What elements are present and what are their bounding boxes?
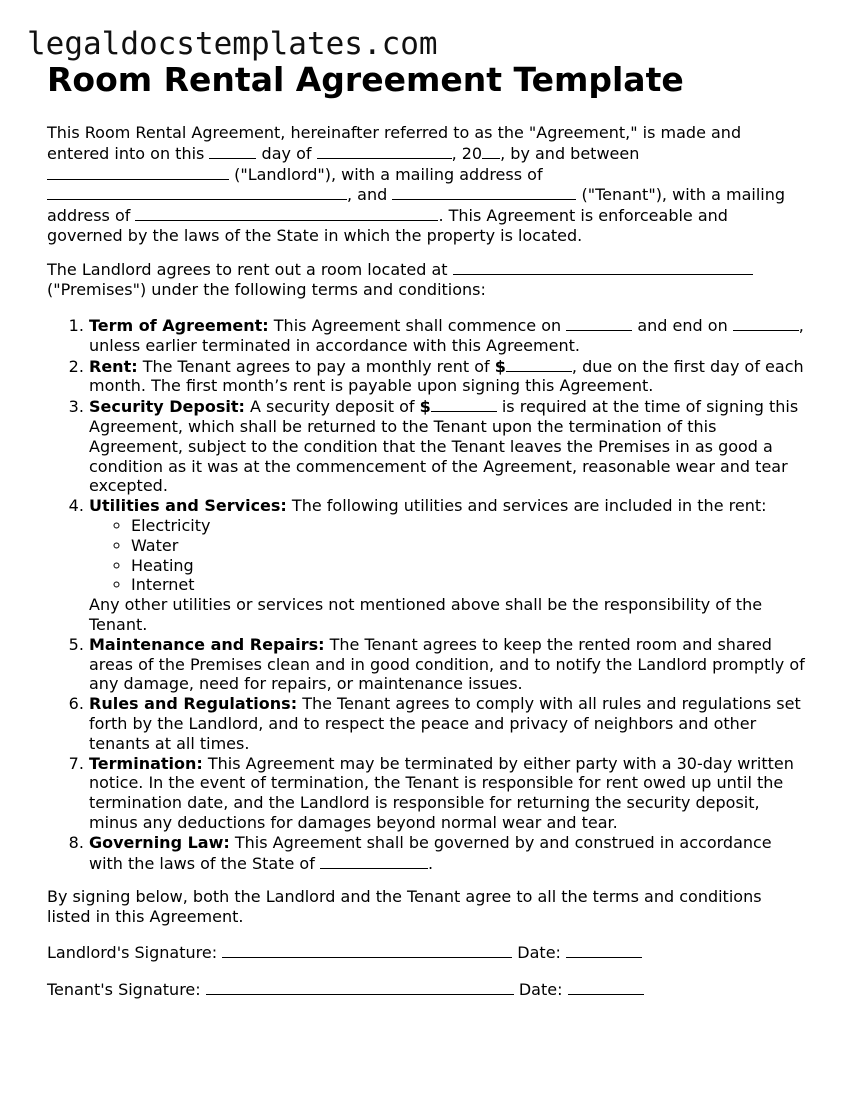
term-text: A security deposit of — [250, 397, 415, 417]
landlord-name-blank[interactable] — [47, 164, 229, 180]
tenant-signature-blank[interactable] — [206, 979, 514, 995]
start-date-blank[interactable] — [566, 315, 632, 331]
term-text: and end on — [637, 316, 728, 335]
utility-item: ◦ Electricity — [131, 516, 807, 536]
tenant-date-blank[interactable] — [568, 979, 644, 995]
intro-text: , by and between — [500, 143, 640, 163]
landlord-signature-label: Landlord's Signature: — [47, 943, 218, 962]
date-label: Date: — [517, 943, 561, 962]
closing-paragraph — [47, 887, 807, 927]
utility-item: ◦ Heating — [131, 556, 807, 576]
term-item — [89, 694, 807, 753]
term-item — [89, 496, 807, 635]
page-title: Room Rental Agreement Template — [47, 60, 684, 99]
currency-symbol: $ — [419, 397, 431, 417]
term-heading: Termination: — [89, 753, 203, 773]
term-text: Any other utilities or services not mentioned above shall be the responsibility of the Tenant. — [89, 595, 763, 634]
intro-text: ("Landlord"), with a mailing address of — [234, 164, 543, 184]
term-item — [89, 396, 807, 496]
premises-text: The Landlord agrees to rent out a room located at — [47, 260, 448, 279]
premises-paragraph — [47, 259, 807, 300]
utility-item: ◦ Internet — [131, 575, 807, 595]
closing-text: By signing below, both the Landlord and the Tenant agree to all the terms and conditions listed in this Agreement. — [47, 887, 762, 926]
term-text: The Tenant agrees to keep the rented room and shared areas of the Premises clean and in good condition, and to notify the Landlord promptly of any damage, need for repairs, or maintenance issues. — [89, 634, 805, 694]
term-heading: Governing Law: — [89, 832, 230, 852]
intro-text: day of — [261, 143, 312, 163]
term-heading: Rent: — [89, 356, 138, 376]
term-text: This Agreement may be terminated by either party with a 30-day written notice. In the event of termination, the Tenant is responsible for rent owed up until the termination date, and the Landlord is responsible for returning the security deposit, minus any deductions for damages beyond normal wear and tear. — [89, 753, 794, 832]
term-text: , unless earlier terminated in accordance with this Agreement. — [89, 316, 804, 355]
term-item — [89, 833, 807, 874]
term-text: This Agreement shall commence on — [273, 316, 562, 335]
site-name: legaldocstemplates.com — [27, 26, 438, 62]
term-text: The following utilities and services are included in the rent: — [291, 496, 767, 516]
deposit-amount-blank[interactable] — [431, 396, 497, 412]
term-text: The Tenant agrees to comply with all rules and regulations set forth by the Landlord, and to respect the peace and privacy of neighbors and other tenants at all times. — [89, 694, 801, 753]
utility-item: ◦ Water — [131, 536, 807, 556]
month-blank[interactable] — [317, 143, 452, 159]
term-item — [89, 356, 807, 397]
term-heading: Security Deposit: — [89, 397, 245, 417]
state-blank[interactable] — [320, 853, 428, 869]
term-text: . — [427, 853, 434, 873]
tenant-name-blank[interactable] — [392, 184, 576, 200]
term-text: This Agreement shall be governed by and construed in accordance with the laws of the State of — [89, 832, 772, 873]
year-blank[interactable] — [482, 143, 500, 159]
tenant-address-blank[interactable] — [135, 205, 438, 221]
intro-text: This Room Rental Agreement, hereinafter referred to as the "Agreement," is made and entered into on this — [47, 123, 742, 163]
tenant-signature-label: Tenant's Signature: — [47, 980, 201, 999]
landlord-signature-line — [47, 942, 807, 963]
end-date-blank[interactable] — [733, 315, 799, 331]
date-label: Date: — [518, 980, 563, 999]
term-text: The Tenant agrees to pay a monthly rent of — [142, 356, 490, 376]
currency-symbol: $ — [494, 356, 506, 376]
term-text: , due on the first day of each month. The first month’s rent is payable upon signing this Agreement. — [89, 356, 804, 396]
day-blank[interactable] — [209, 143, 256, 159]
intro-text: , and — [347, 185, 388, 205]
term-heading: Term of Agreement: — [89, 316, 269, 335]
landlord-address-blank[interactable] — [47, 184, 347, 200]
tenant-signature-line — [47, 979, 807, 1000]
intro-text: ("Tenant"), with a mailing address of — [47, 185, 786, 226]
premises-text: ("Premises") under the following terms and conditions: — [47, 279, 486, 299]
landlord-date-blank[interactable] — [566, 942, 642, 958]
premises-address-blank[interactable] — [453, 259, 753, 275]
term-item — [89, 635, 807, 694]
term-text: is required at the time of signing this Agreement, which shall be returned to the Tenant upon the termination of this Agreement, subject to the condition that the Tenant leaves the Premises in as good a condition as it was at the commencement of the Agreement, reasonable wear and tear excepted. — [89, 397, 799, 496]
term-heading: Rules and Regulations: — [89, 694, 298, 714]
intro-text: . This Agreement is enforceable and governed by the laws of the State in which the property is located. — [47, 206, 728, 245]
intro-text: , 20 — [451, 143, 483, 163]
landlord-signature-blank[interactable] — [222, 942, 512, 958]
intro-paragraph — [47, 123, 807, 246]
term-heading: Maintenance and Repairs: — [89, 634, 325, 654]
term-item — [89, 754, 807, 833]
utilities-list — [89, 516, 807, 595]
term-item — [89, 315, 807, 356]
term-heading: Utilities and Services: — [89, 496, 287, 516]
terms-list — [47, 315, 807, 873]
rent-amount-blank[interactable] — [506, 356, 572, 372]
